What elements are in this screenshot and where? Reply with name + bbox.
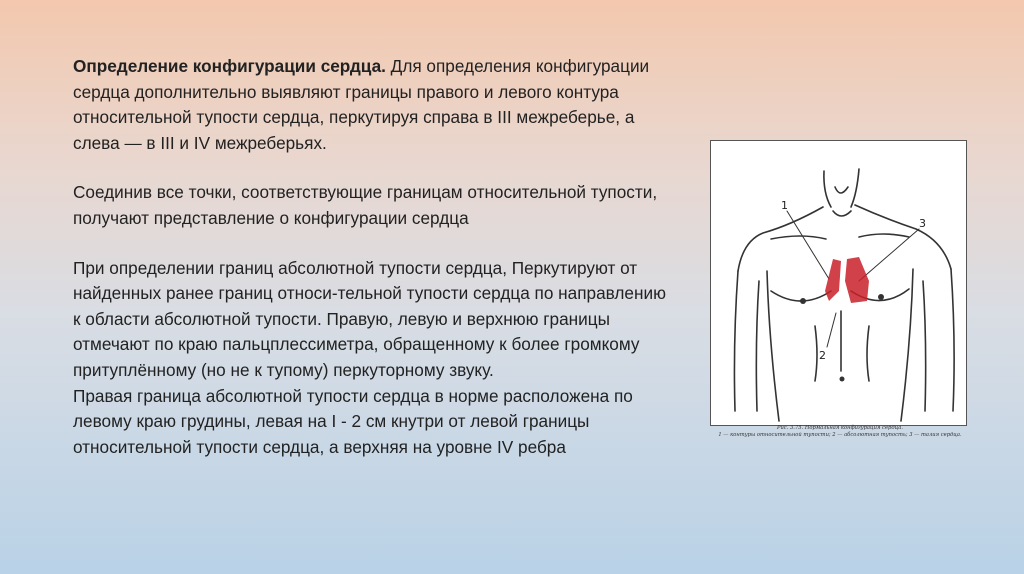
right-shoulder: [855, 205, 951, 269]
left-arm-inner: [756, 281, 759, 411]
navel: [840, 377, 845, 382]
chest-drawing: [711, 141, 966, 425]
left-nipple: [800, 298, 806, 304]
paragraph-body: Для определения конфигурации сердца дополнительно выявляют границы правого и левого контура относительной тупости сердца, перкутируя справа в III межреберье, а слева — в III и IV межреберьях.: [73, 56, 650, 153]
caption-legend: 1 — контуры относительной тупости; 2 — абсолютная тупость; 3 — талия сердца.: [718, 432, 962, 438]
right-clavicle: [859, 234, 909, 237]
pointer-3: [859, 229, 919, 281]
paragraph-normal-borders: Правая граница абсолютной тупости сердца в норме расположена по левому краю грудины, левая на I - 2 см кнутри от левой границы относительной тупости сердца, а верхняя на уровне IV ребра: [73, 385, 633, 457]
jugular-notch: [833, 211, 851, 216]
label-3: 3: [919, 217, 926, 230]
left-shoulder: [738, 207, 823, 271]
left-arm-outer: [734, 271, 738, 411]
paragraph-absolute-dullness: При определении границ абсолютной тупости сердца, Перкутируют от найденных ранее границ относи-тельной тупости сердца по направлению к области абсолютной тупости. Правую, левую и верхнюю границы отмечают по краю пальцплессиметра, обращенному к более громкому притуплённому (но не к тупому) перкуторному звуку.: [73, 257, 666, 380]
right-arm-outer: [951, 269, 954, 411]
neck-left-line: [824, 171, 831, 207]
caption-title: Рис. 3.75. Нормальная конфигурация сердца.: [776, 425, 904, 431]
right-nipple: [878, 294, 884, 300]
label-2: 2: [819, 349, 826, 362]
paragraph-heading: Определение конфигурации сердца.: [73, 56, 386, 76]
chin-line: [835, 187, 848, 193]
pointer-1: [787, 211, 829, 279]
absolute-dullness-area: [845, 257, 869, 303]
paragraph-configuration: [73, 54, 673, 156]
relative-dullness-right: [825, 259, 841, 301]
figure-caption: [712, 425, 968, 439]
slide-text: [73, 54, 673, 460]
paragraph-connect-points: Соединив все точки, соответствующие границам относительной тупости, получают представление о конфигурации сердца: [73, 182, 658, 228]
pointer-2: [827, 313, 836, 347]
right-torso: [901, 269, 913, 421]
left-torso: [767, 271, 779, 421]
label-1: 1: [781, 199, 788, 212]
left-clavicle: [771, 236, 826, 239]
right-rib-line: [867, 326, 869, 381]
right-arm-inner: [923, 281, 926, 411]
chest-illustration: [710, 140, 967, 426]
neck-right-line: [851, 169, 859, 207]
left-rib-line: [815, 326, 817, 381]
